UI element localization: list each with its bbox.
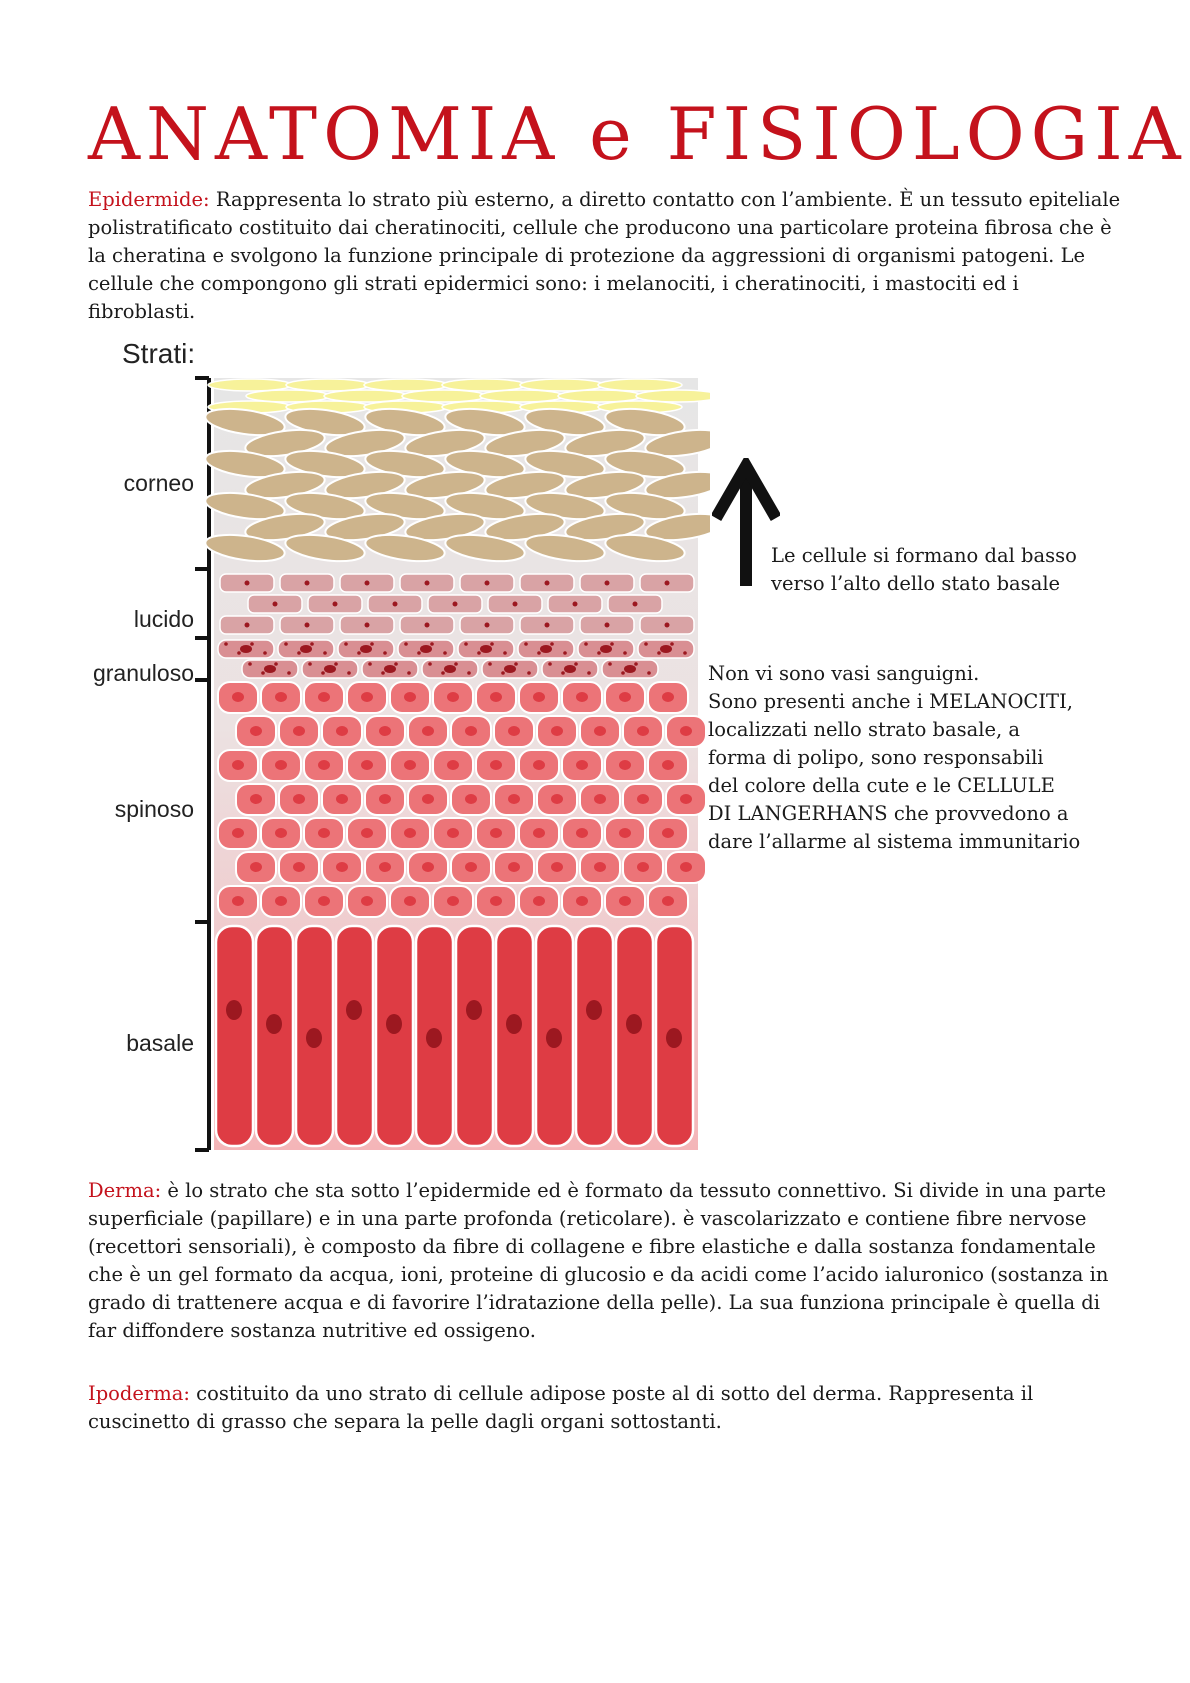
layer-label-corneo: corneo [123, 470, 194, 496]
lucido-nucleus [333, 602, 338, 607]
spinoso-nucleus [293, 862, 305, 872]
layer-bracket [195, 378, 209, 1150]
granule-dot [237, 651, 241, 655]
granule-dot [430, 642, 434, 646]
spinoso-nucleus [447, 828, 459, 838]
spinoso-nucleus [551, 794, 563, 804]
corneo-top-cell [636, 390, 710, 402]
spinoso-nucleus [336, 726, 348, 736]
corneo-top-cell [246, 390, 330, 402]
spinoso-nucleus [576, 692, 588, 702]
lucido-nucleus [513, 602, 518, 607]
granule-dot [621, 671, 625, 675]
derma-text: è lo strato che sta sotto l’epidermide ed è formato da tessuto connettivo. Si divide in una parte superficiale (papillare) e in una parte profonda (reticolare). è vascolarizzato e contiene fibre nervose (recettori sensoriali), è composto da fibre di collagene e fibre elastiche e dalla sostanza fondamentale che è un gel formato da acqua, ioni, proteine di glucosio e da acidi come l’acido ialuronico (sostanza in grado di trattenere acqua e di favorire l’idratazione della pelle). La sua funziona principale è quella di far diffondere sostanza nutritive ed ossigeno. [88, 1179, 1109, 1342]
granule-dot [537, 651, 541, 655]
lucido-nucleus [365, 623, 370, 628]
spinoso-nucleus [361, 760, 373, 770]
spinoso-nucleus [379, 794, 391, 804]
corneo-top-cell [598, 379, 682, 391]
corneo-top-cell [208, 379, 292, 391]
granule-dot [347, 671, 351, 675]
basale-nucleus [226, 1000, 242, 1020]
spinoso-nucleus [293, 794, 305, 804]
basale-nucleus [426, 1028, 442, 1048]
spinoso-nucleus [594, 794, 606, 804]
derma-paragraph [88, 1177, 1128, 1345]
granule-dot [548, 662, 552, 666]
granule-dot [563, 651, 567, 655]
spinoso-nucleus [336, 794, 348, 804]
spinoso-nucleus [594, 862, 606, 872]
spinoso-nucleus [533, 760, 545, 770]
spinoso-nucleus [336, 862, 348, 872]
spinoso-nucleus [361, 896, 373, 906]
granule-dot [524, 642, 528, 646]
spinoso-nucleus [318, 828, 330, 838]
notes-line: DI LANGERHANS che provvedono a [708, 802, 1069, 825]
granule-dot [644, 642, 648, 646]
granuloso-nucleus [564, 665, 576, 673]
granule-dot [443, 651, 447, 655]
spinoso-nucleus [404, 760, 416, 770]
spinoso-nucleus [680, 862, 692, 872]
basale-nucleus [586, 1000, 602, 1020]
spinoso-nucleus [680, 726, 692, 736]
basale-cell [216, 926, 253, 1146]
granuloso-nucleus [264, 665, 276, 673]
granuloso-nucleus [324, 665, 336, 673]
spinoso-nucleus [551, 726, 563, 736]
spinoso-nucleus [533, 896, 545, 906]
spinoso-nucleus [576, 760, 588, 770]
spinoso-nucleus [465, 726, 477, 736]
spinoso-nucleus [447, 692, 459, 702]
basale-nucleus [506, 1014, 522, 1034]
spinoso-nucleus [422, 794, 434, 804]
granule-dot [250, 642, 254, 646]
lucido-nucleus [573, 602, 578, 607]
granule-dot [683, 651, 687, 655]
granuloso-nucleus [300, 645, 312, 653]
granule-dot [394, 662, 398, 666]
granule-dot [584, 642, 588, 646]
spinoso-nucleus [576, 896, 588, 906]
spinoso-nucleus [533, 828, 545, 838]
spinoso-nucleus [637, 862, 649, 872]
spinoso-nucleus [318, 760, 330, 770]
granuloso-nucleus [600, 645, 612, 653]
spinoso-nucleus [232, 692, 244, 702]
layer-label-lucido: lucido [133, 606, 194, 632]
lucido-nucleus [485, 623, 490, 628]
notes-line: dare l’allarme al sistema immunitario [708, 830, 1081, 853]
basale-nucleus [346, 1000, 362, 1020]
granuloso-nucleus [444, 665, 456, 673]
spinoso-nucleus [490, 692, 502, 702]
granule-dot [357, 651, 361, 655]
lucido-nucleus [545, 623, 550, 628]
granule-dot [404, 642, 408, 646]
granule-dot [248, 662, 252, 666]
arrow-up-icon [712, 458, 780, 592]
granule-dot [428, 662, 432, 666]
granule-dot [514, 662, 518, 666]
granule-dot [383, 651, 387, 655]
basale-nucleus [386, 1014, 402, 1034]
granule-dot [467, 671, 471, 675]
lucido-nucleus [305, 581, 310, 586]
basale-cell [256, 926, 293, 1146]
granule-dot [587, 671, 591, 675]
spinoso-nucleus [361, 828, 373, 838]
spinoso-nucleus [490, 896, 502, 906]
lucido-nucleus [545, 581, 550, 586]
granule-dot [297, 651, 301, 655]
ipoderma-term: Ipoderma: [88, 1382, 190, 1405]
spinoso-nucleus [619, 896, 631, 906]
corneo-top-cell [442, 379, 526, 391]
spinoso-nucleus [662, 828, 674, 838]
corneo-top-cell [480, 390, 564, 402]
spinoso-nucleus [447, 896, 459, 906]
granuloso-nucleus [624, 665, 636, 673]
spinoso-nucleus [662, 760, 674, 770]
granuloso-nucleus [504, 665, 516, 673]
spinoso-nucleus [508, 794, 520, 804]
ipoderma-paragraph [88, 1380, 1128, 1436]
granule-dot [488, 662, 492, 666]
spinoso-nucleus [637, 794, 649, 804]
spinoso-nucleus [619, 828, 631, 838]
granule-dot [623, 651, 627, 655]
lucido-nucleus [485, 581, 490, 586]
spinoso-nucleus [619, 760, 631, 770]
granule-dot [417, 651, 421, 655]
formation-note [771, 542, 1077, 598]
granule-dot [407, 671, 411, 675]
granule-dot [323, 651, 327, 655]
spinoso-nucleus [275, 760, 287, 770]
spinoso-nucleus [594, 726, 606, 736]
granule-dot [477, 651, 481, 655]
lucido-nucleus [605, 623, 610, 628]
spinoso-nucleus [232, 828, 244, 838]
spinoso-nucleus [379, 726, 391, 736]
lucido-nucleus [605, 581, 610, 586]
granule-dot [284, 642, 288, 646]
granule-dot [574, 662, 578, 666]
notes-line: forma di polipo, sono responsabili [708, 746, 1044, 769]
granule-dot [224, 642, 228, 646]
spinoso-nucleus [250, 726, 262, 736]
layer-label-basale: basale [126, 1030, 194, 1056]
basale-cell [336, 926, 373, 1146]
notes-line: Non vi sono vasi sanguigni. [708, 662, 980, 685]
spinoso-nucleus [662, 896, 674, 906]
basale-cell [456, 926, 493, 1146]
spinoso-nucleus [293, 726, 305, 736]
granule-dot [610, 642, 614, 646]
notes-line: del colore della cute e le CELLULE [708, 774, 1055, 797]
granule-dot [370, 642, 374, 646]
spinoso-nucleus [576, 828, 588, 838]
granule-dot [368, 662, 372, 666]
lucido-nucleus [245, 581, 250, 586]
spinoso-nucleus [250, 862, 262, 872]
formation-note-line: verso l’alto dello stato basale [771, 572, 1061, 595]
granuloso-nucleus [240, 645, 252, 653]
granule-dot [647, 671, 651, 675]
spinoso-nucleus [250, 794, 262, 804]
page-title: ANATOMIA e FISIOLOGIA [88, 92, 1187, 176]
spinoso-nucleus [422, 726, 434, 736]
granule-dot [657, 651, 661, 655]
granule-dot [261, 671, 265, 675]
epidermide-term: Epidermide: [88, 188, 210, 211]
spinoso-nucleus [232, 896, 244, 906]
lucido-nucleus [665, 581, 670, 586]
basale-cell [576, 926, 613, 1146]
layers-notes [708, 660, 1080, 856]
basale-cell [616, 926, 653, 1146]
granule-dot [597, 651, 601, 655]
spinoso-nucleus [619, 692, 631, 702]
spinoso-nucleus [422, 862, 434, 872]
lucido-nucleus [425, 581, 430, 586]
granule-dot [527, 671, 531, 675]
epidermis-layers-diagram [190, 370, 710, 1155]
granule-dot [561, 671, 565, 675]
basale-cell [496, 926, 533, 1146]
spinoso-nucleus [232, 760, 244, 770]
lucido-nucleus [365, 581, 370, 586]
spinoso-nucleus [275, 692, 287, 702]
spinoso-nucleus [490, 760, 502, 770]
granule-dot [344, 642, 348, 646]
granuloso-nucleus [360, 645, 372, 653]
corneo-top-cell [520, 379, 604, 391]
spinoso-nucleus [465, 862, 477, 872]
spinoso-nucleus [490, 828, 502, 838]
notes-line: Sono presenti anche i MELANOCITI, [708, 690, 1073, 713]
spinoso-nucleus [275, 896, 287, 906]
spinoso-nucleus [275, 828, 287, 838]
lucido-nucleus [245, 623, 250, 628]
corneo-top-cell [324, 390, 408, 402]
spinoso-nucleus [404, 896, 416, 906]
granule-dot [490, 642, 494, 646]
lucido-nucleus [305, 623, 310, 628]
spinoso-nucleus [404, 692, 416, 702]
spinoso-nucleus [508, 726, 520, 736]
epidermide-text: Rappresenta lo strato più esterno, a diretto contatto con l’ambiente. È un tessuto epiteliale polistratificato costituito dai cheratinociti, cellule che producono una particolare proteina fibrosa che è la cheratina e svolgono la funzione principale di protezione da aggressioni di organismi patogeni. Le cellule che compongono gli strati epidermici sono: i melanociti, i cheratinociti, i mastociti ed i fibroblasti. [88, 188, 1121, 323]
lucido-nucleus [633, 602, 638, 607]
corneo-top-cell [402, 390, 486, 402]
granule-dot [670, 642, 674, 646]
granule-dot [503, 651, 507, 655]
lucido-nucleus [425, 623, 430, 628]
cells-group [204, 379, 710, 1146]
lucido-nucleus [273, 602, 278, 607]
notes-line: localizzati nello strato basale, a [708, 718, 1021, 741]
corneo-top-cell [558, 390, 642, 402]
basale-nucleus [666, 1028, 682, 1048]
granule-dot [441, 671, 445, 675]
lucido-nucleus [393, 602, 398, 607]
spinoso-nucleus [637, 726, 649, 736]
spinoso-nucleus [533, 692, 545, 702]
spinoso-nucleus [318, 896, 330, 906]
granule-dot [308, 662, 312, 666]
basale-nucleus [626, 1014, 642, 1034]
formation-note-line: Le cellule si formano dal basso [771, 544, 1077, 567]
corneo-top-cell [286, 379, 370, 391]
granuloso-nucleus [384, 665, 396, 673]
granule-dot [550, 642, 554, 646]
spinoso-nucleus [551, 862, 563, 872]
granule-dot [608, 662, 612, 666]
spinoso-nucleus [361, 692, 373, 702]
granule-dot [263, 651, 267, 655]
granule-dot [321, 671, 325, 675]
spinoso-nucleus [662, 692, 674, 702]
ipoderma-text: costituito da uno strato di cellule adipose poste al di sotto del derma. Rappresenta il cuscinetto di grasso che separa la pelle dagli organi sottostanti. [88, 1382, 1034, 1433]
granuloso-nucleus [420, 645, 432, 653]
lucido-nucleus [453, 602, 458, 607]
granuloso-nucleus [480, 645, 492, 653]
granule-dot [287, 671, 291, 675]
basale-nucleus [266, 1014, 282, 1034]
layer-label-spinoso: spinoso [114, 796, 194, 822]
spinoso-nucleus [447, 760, 459, 770]
epidermide-paragraph [88, 186, 1128, 326]
granule-dot [334, 662, 338, 666]
granule-dot [454, 662, 458, 666]
basale-cell [376, 926, 413, 1146]
spinoso-nucleus [508, 862, 520, 872]
spinoso-nucleus [318, 692, 330, 702]
spinoso-nucleus [404, 828, 416, 838]
lucido-nucleus [665, 623, 670, 628]
granuloso-nucleus [660, 645, 672, 653]
strati-heading: Strati: [122, 338, 196, 369]
basale-nucleus [546, 1028, 562, 1048]
derma-term: Derma: [88, 1179, 162, 1202]
layer-label-granuloso: granuloso [92, 660, 194, 686]
granuloso-nucleus [540, 645, 552, 653]
corneo-top-cell [364, 379, 448, 391]
granule-dot [381, 671, 385, 675]
basale-nucleus [466, 1000, 482, 1020]
spinoso-nucleus [680, 794, 692, 804]
granule-dot [634, 662, 638, 666]
granule-dot [274, 662, 278, 666]
spinoso-nucleus [379, 862, 391, 872]
basale-nucleus [306, 1028, 322, 1048]
granule-dot [501, 671, 505, 675]
granule-dot [464, 642, 468, 646]
spinoso-nucleus [465, 794, 477, 804]
granule-dot [310, 642, 314, 646]
